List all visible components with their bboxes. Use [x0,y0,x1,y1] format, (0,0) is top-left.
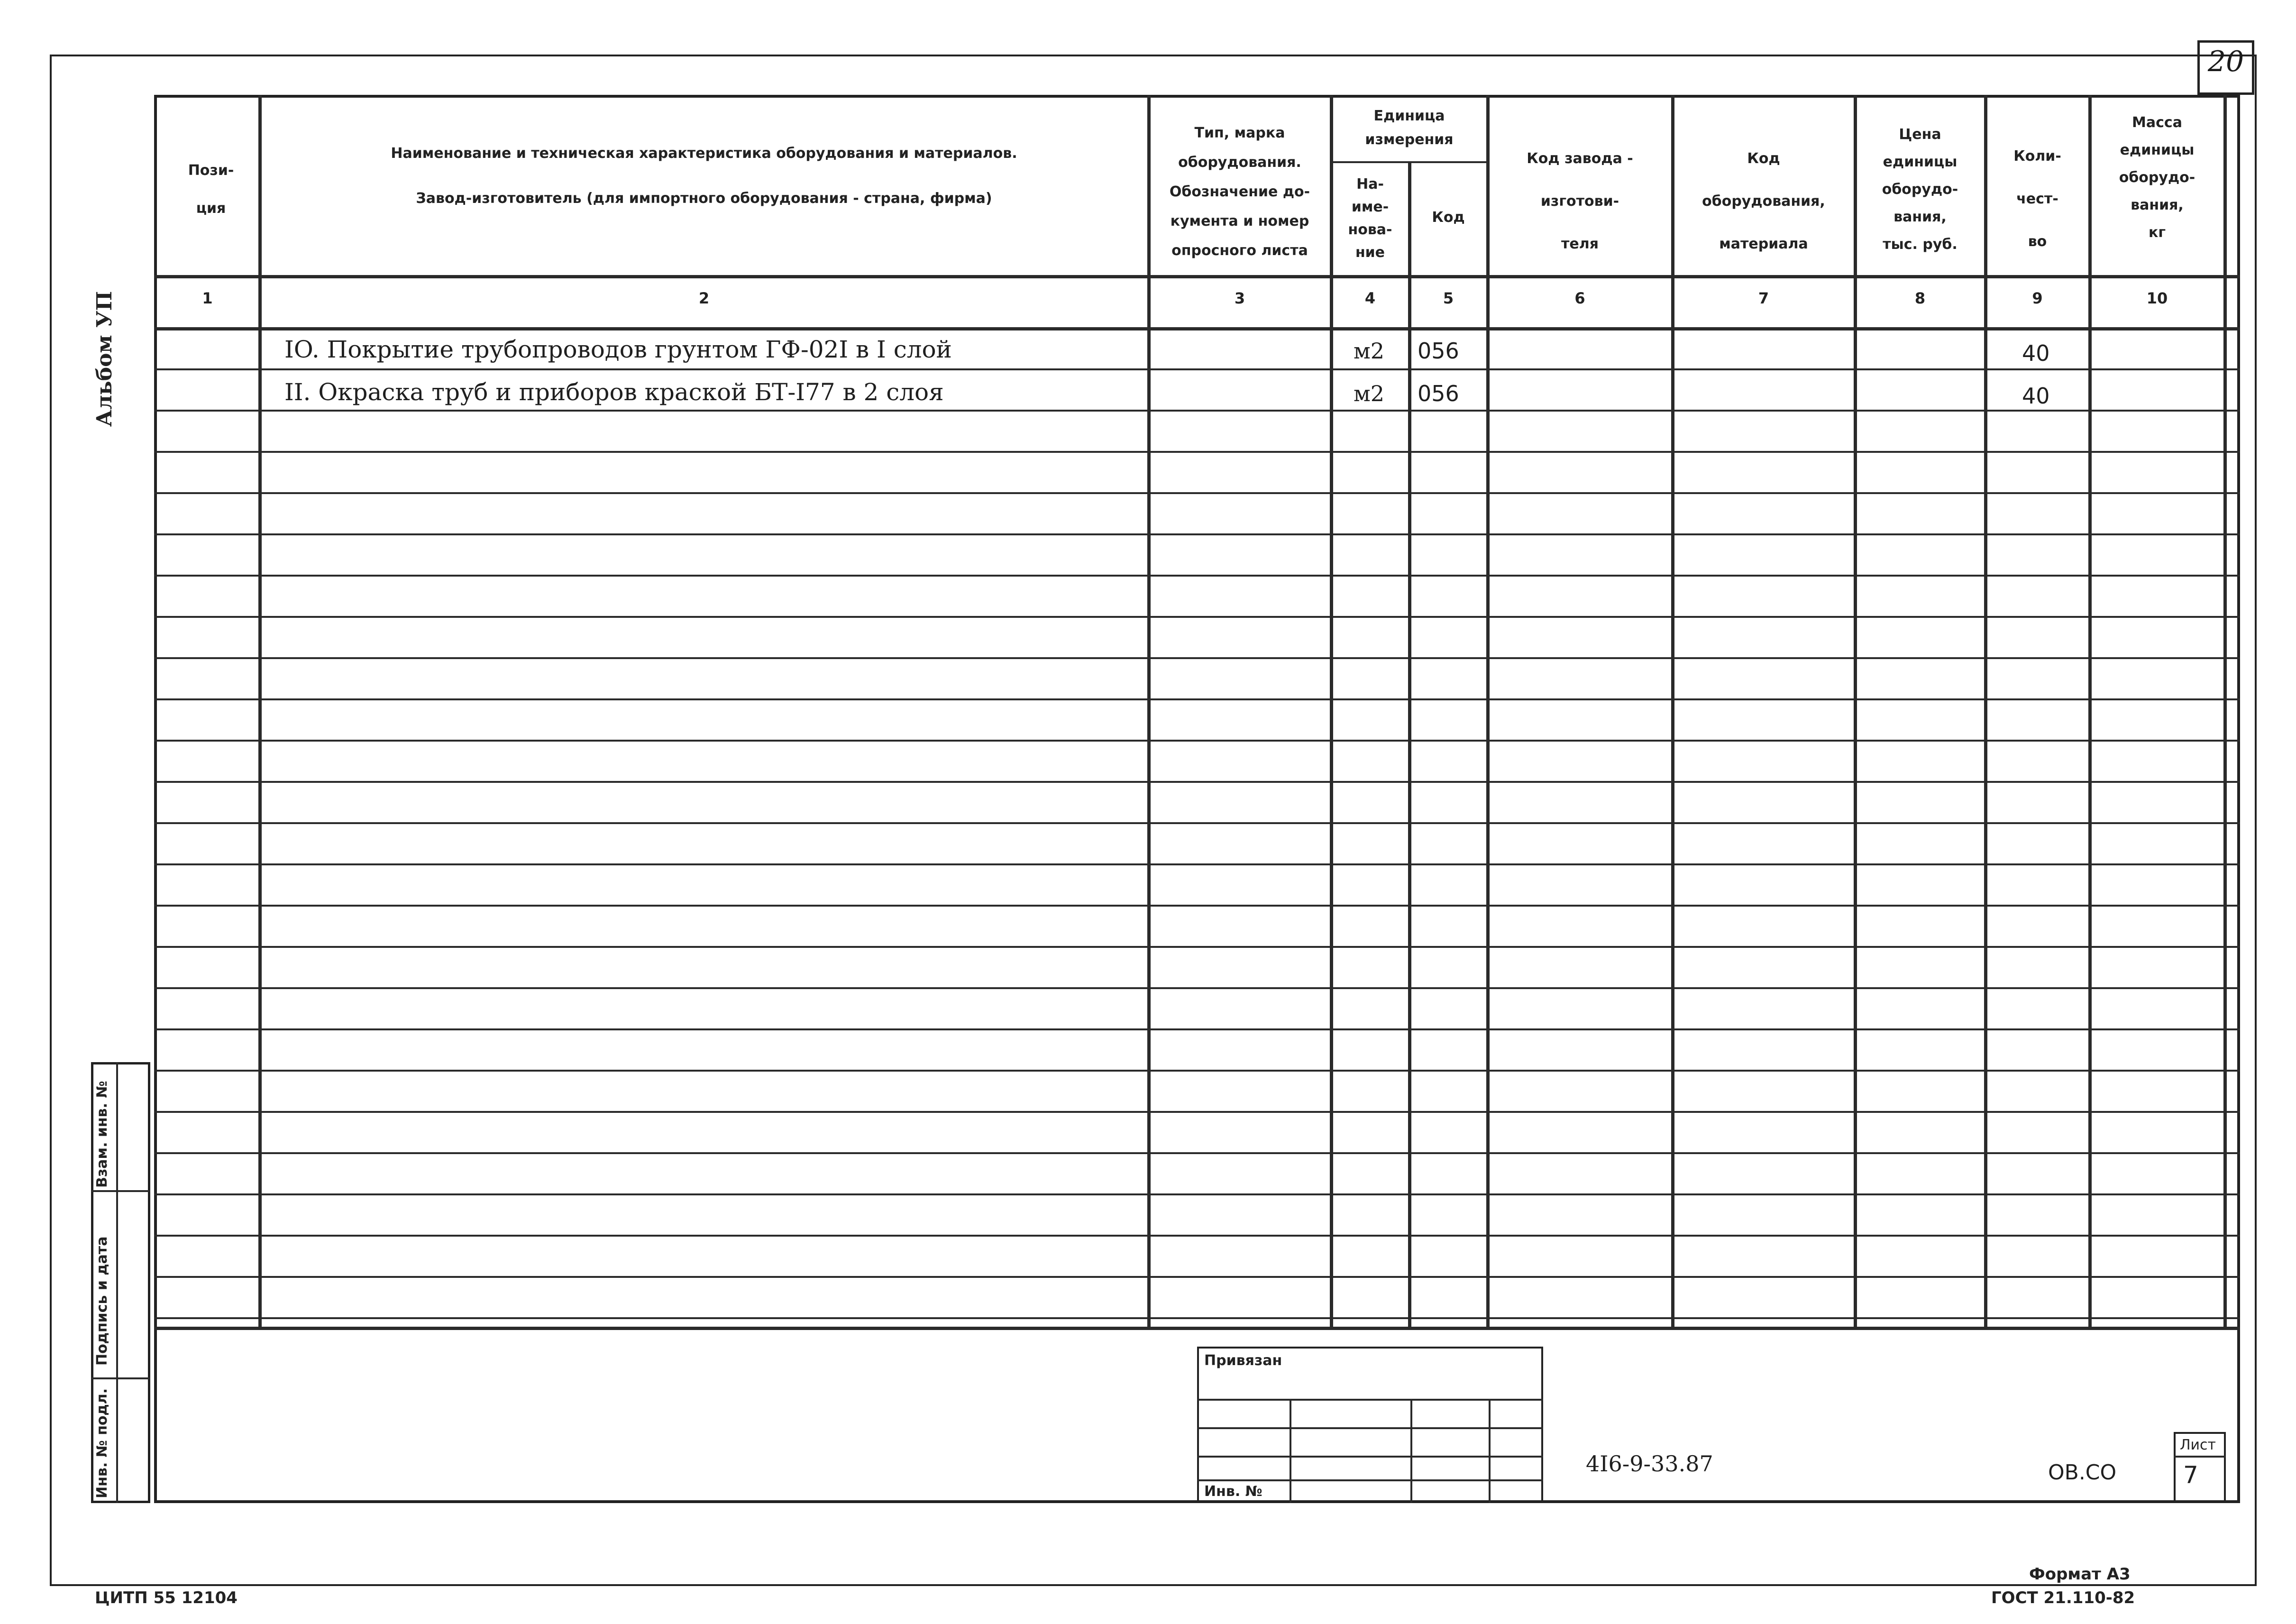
footer-format: Формат А3 [2029,1565,2131,1584]
header-quantity: Коли- чест- во [2013,148,2061,250]
row-1-code: 056 [1418,338,1459,364]
header-name-line2: Завод-изготовитель (для импортного оборудования - страна, фирма) [416,190,992,207]
row-2-code: 056 [1418,381,1459,406]
table-row-line [154,1028,2240,1030]
doc-code: 4I6-9-33.87 [1586,1451,1713,1477]
row-2-qty: 40 [2022,383,2050,409]
table-row-line [154,781,2240,783]
table-body-bottom [154,1327,2240,1330]
col-line [1984,95,1987,1328]
row-1-name: IO. Покрытие трубопроводов грунтом ГФ-02I в I слой [284,336,952,363]
header-price: Цена единицы оборудо- вания, тыс. руб. [1882,126,1958,253]
privyazan-label: Привязан [1204,1352,1282,1369]
table-row-line [154,1235,2240,1237]
table-row-line [154,822,2240,824]
side-stamp-divider [116,1062,118,1503]
col-line [258,95,262,1328]
col-line [1486,95,1490,1328]
row-1-unit: м2 [1354,338,1385,364]
col-line [1671,95,1674,1328]
table-row-line [154,987,2240,989]
header-bottom-line [154,275,2240,278]
col-line [1147,95,1151,1328]
side-vzam: Взам. инв. № [94,1081,110,1188]
colnum-1: 1 [202,289,213,307]
header-equipment-code: Код оборудования, материала [1702,150,1825,252]
colnum-7: 7 [1758,289,1769,307]
side-stamp-line [91,1190,150,1192]
header-position: Пози- ция [188,162,234,217]
colnum-8: 8 [1914,289,1926,307]
header-unit-code: Код [1432,209,1465,226]
table-row-line [154,533,2240,535]
side-inv: Инв. № подл. [94,1388,110,1498]
tb-vline [1290,1399,1291,1503]
tb-vline [1489,1399,1491,1503]
list-box-line [2174,1456,2226,1458]
list-number: 7 [2183,1461,2198,1489]
colnum-2: 2 [698,289,710,307]
col-line [2088,95,2092,1328]
footer-left: ЦИТП 55 12104 [95,1588,238,1607]
table-row-line [154,1111,2240,1113]
header-unit-group: Единица измерения [1365,108,1454,148]
table-row-line [154,1276,2240,1278]
table-row-line [154,410,2240,412]
row-2-unit: м2 [1354,381,1385,406]
side-stamp-line [91,1377,150,1379]
tb-vline [1410,1399,1412,1503]
colnum-bottom-line [154,327,2240,330]
list-label: Лист [2180,1437,2216,1453]
colnum-3: 3 [1234,289,1245,307]
table-row-line [154,1152,2240,1154]
doc-suffix: ОВ.СО [2048,1460,2117,1485]
table-row-line [154,740,2240,742]
header-factory-code: Код завода - изготови- теля [1527,150,1633,252]
side-podpis: Подпись и дата [94,1236,110,1366]
row-1-qty: 40 [2022,340,2050,366]
album-label: Альбом УП [92,291,117,427]
colnum-6: 6 [1574,289,1585,307]
colnum-10: 10 [2146,289,2168,307]
table-row-line [154,946,2240,948]
tb-line [1197,1456,1543,1458]
col-line [2223,95,2227,1328]
tb-line [1197,1399,1543,1401]
footer-gost: ГОСТ 21.110-82 [1991,1588,2135,1607]
header-type: Тип, марка оборудования. Обозначение до- кумента и номер опросного листа [1169,125,1310,259]
header-mass: Масса единицы оборудо- вания, кг [2119,114,2195,241]
table-row-line [154,575,2240,577]
col-line [1330,95,1333,1328]
table-row-line [154,1317,2240,1319]
colnum-9: 9 [2032,289,2043,307]
table-row-line [154,657,2240,659]
header-unit-name: На- име- нова- ние [1348,176,1392,261]
table-row-line [154,492,2240,494]
colnum-4: 4 [1364,289,1376,307]
table-row-line [154,698,2240,700]
table-row-line [154,1193,2240,1195]
colnum-5: 5 [1443,289,1454,307]
page-number: 20 [2207,45,2244,78]
col-line [1854,95,1857,1328]
table-row-line [154,616,2240,618]
table-row-line [154,451,2240,453]
table-row-line [154,863,2240,865]
tb-line [1197,1479,1543,1481]
table-row-line [154,368,2240,370]
row-2-name: II. Окраска труб и приборов краской БТ-I77 в 2 слоя [284,378,944,406]
header-name-line1: Наименование и техническая характеристика оборудования и материалов. [391,145,1017,162]
table-row-line [154,1070,2240,1072]
inv-no-label: Инв. № [1204,1483,1262,1500]
tb-line [1197,1427,1543,1429]
table-row-line [154,905,2240,907]
unit-group-line [1330,161,1486,163]
